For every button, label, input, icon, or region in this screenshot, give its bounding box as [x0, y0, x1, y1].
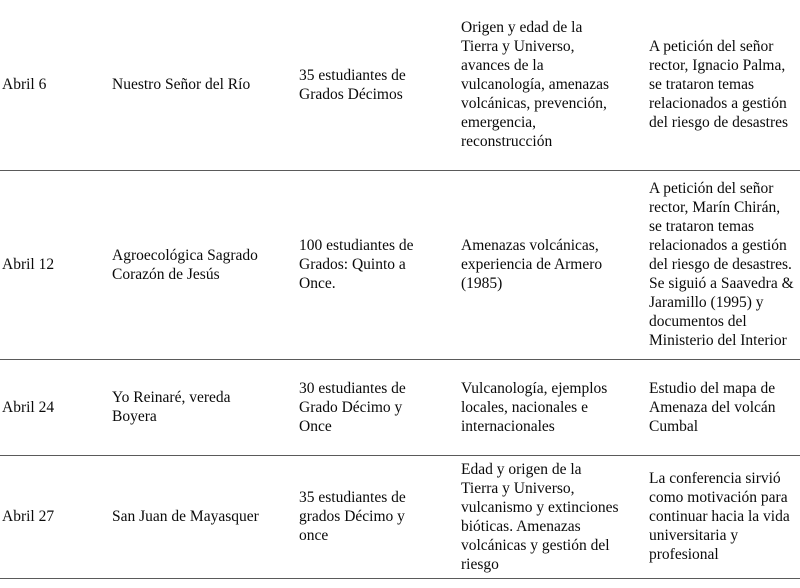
cell-institution: Agroecológica Sagrado Corazón de Jesús	[110, 170, 297, 359]
cell-date: Abril 12	[0, 170, 110, 359]
cell-notes: A petición del señor rector, Marín Chirán, se trataron temas relacionados a gestión del riesgo de desastres. Se siguió a Saavedra & Jaramillo (1995) y documentos del Ministerio del Interior	[645, 170, 800, 359]
table-row	[0, 170, 800, 359]
cell-date: Abril 6	[2, 76, 47, 94]
cell-topics: Vulcanología, ejemplos locales, nacionales e internacionales	[460, 359, 645, 455]
table-row	[0, 0, 800, 170]
cell-students: 30 estudiantes de Grado Décimo y Once	[297, 359, 460, 455]
table-row	[0, 455, 800, 578]
cell-topics: Edad y origen de la Tierra y Universo, vulcanismo y extinciones bióticas. Amenazas volcánicas y gestión del riesgo	[460, 455, 645, 578]
table-row	[0, 359, 800, 455]
cell-institution: San Juan de Mayasquer	[110, 455, 297, 578]
cell-institution: Nuestro Señor del Río	[112, 76, 251, 94]
cell-students: 35 estudiantes de grados Décimo y once	[297, 455, 460, 578]
cell-notes: A petición del señor rector, Ignacio Palma, se trataron temas relacionados a gestión del riesgo de desastres	[649, 38, 789, 132]
cell-notes: Estudio del mapa de Amenaza del volcán Cumbal	[645, 359, 800, 455]
cell-topics: Amenazas volcánicas, experiencia de Armero (1985)	[460, 170, 645, 359]
cell-students: 35 estudiantes de Grados Décimos	[299, 66, 406, 103]
cell-topics: Origen y edad de la Tierra y Universo, avances de la vulcanología, amenazas volcánicas, prevención, emergencia, reconstrucción	[461, 19, 610, 151]
cell-students: 100 estudiantes de Grados: Quinto a Once.	[297, 170, 460, 359]
cell-institution: Yo Reinaré, vereda Boyera	[110, 359, 297, 455]
cell-notes: La conferencia sirvió como motivación para continuar hacia la vida universitaria y profesional	[645, 455, 800, 578]
cell-date: Abril 27	[0, 455, 110, 578]
cell-date: Abril 24	[0, 359, 110, 455]
